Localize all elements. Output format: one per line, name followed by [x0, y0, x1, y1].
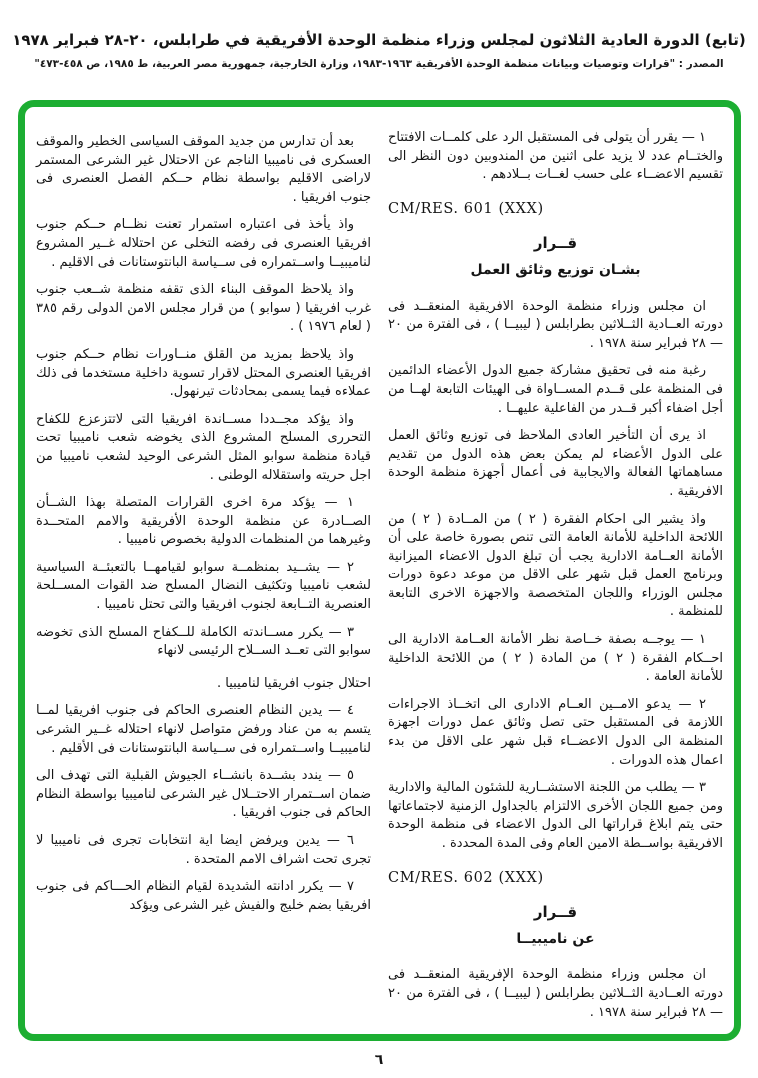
column-right — [388, 123, 723, 1024]
resolution-code: CM/RES. 601 (XXX) — [388, 200, 544, 217]
decision-title: قــرار — [533, 903, 578, 922]
paragraph: اذ يرى أن التأخير العادى الملاحظ فى توزيع وثائق العمل على الدول الأعضاء لم يمكن بعض هذه الدول من تقديم مساهماتها الفعالة والايجابية فى أعمال أجهزة منظمة الوحدة الافريقية . — [388, 428, 723, 499]
document-title: (تابع) الدورة العادية الثلاثون لمجلس وزراء منظمة الوحدة الأفريقية في طرابلس، ٢٠-٢٨ فبراير ١٩٧٨ — [12, 31, 746, 49]
paragraph: ٢ — يدعو الامــين العــام الادارى الى اتخــاذ الاجراءات اللازمة فى المستقبل حتى تصل وثائق عمل دورات اجهزة المنظمة الى الدول الاعضــاء قبل شهر على الاقل من بدء اعمال هذه الدورات . — [388, 696, 723, 768]
paragraph: رغبة منه فى تحقيق مشاركة جميع الدول الأعضاء الدائمين فى المنظمة على قــدم المســاواة فى الهيئات التابعة لهــا من أجل اضفاء أكبر قــدر من الفاعلية عليهــا . — [388, 363, 723, 416]
resolution-code: CM/RES. 602 (XXX) — [388, 869, 544, 886]
paragraph: ٧ — يكرر ادانته الشديدة لقيام النظام الحـــاكم فى جنوب افريقيا بضم خليج والفيش غير الشرعى ويؤكد — [36, 879, 371, 913]
paragraph: واذ يلاحظ بمزيد من القلق منــاورات نظام حــكم جنوب افريقيا العنصرى المحتل لاقرار تسوية داخلية مستخدما فى ذلك عملاءه فيما يسمى بمحادثات تيرنهول. — [36, 346, 371, 400]
source-citation: المصدر : "قرارات وتوصيات وبيانات منظمة الوحدة الأفريقية ١٩٦٣-١٩٨٣، وزارة الخارجية، جمهورية مصر العربية، ط ١٩٨٥، ص ٤٥٨-٤٧٣" — [34, 58, 724, 70]
decision-subject: عن ناميبيــا — [516, 930, 595, 947]
paragraph: ٤ — يدين النظام العنصرى الحاكم فى جنوب افريقيا لمــا يتسم به من عناد ورفض متواصل لانهاء احتلاله غــير الشرعى لناميبيــا واســتمراره فى ســياسة البانتوستانات فى الأقليم . — [36, 703, 371, 756]
paragraph: واذ يشير الى احكام الفقرة ( ٢ ) من المــادة ( ٢ ) من اللائحة الداخلية للأمانة العامة التى تنص بصورة خاصة على أن الأمانة العــامة الادارية يجب أن تبلغ الدول الاعضاء الميزانية وبرنامج العمل قبل شهر على الاقل من موعد دعوة دورات مجلس الوزراء واللجان المتخصصة والاجهزة الاخرى التابعة للمنظمة . — [388, 511, 723, 620]
paragraph: ١ — يؤكد مرة اخرى القرارات المتصلة بهذا الشــأن الصــادرة عن منظمة الوحدة الأفريقية والامم المتحــدة وغيرهما من المنظمات الدولية بخصوص ناميبيا . — [36, 495, 371, 548]
two-column-layout — [36, 123, 723, 1024]
paragraph: واذ يأخذ فى اعتباره استمرار تعنت نظــام حــكم جنوب افريقيا العنصرى فى رفضه التخلى عن احتلاله غــير المشروع لناميبيــا واســتمراره فى ســياسة البانتوستانات فى الاقليم . — [36, 217, 371, 270]
paragraph: ٥ — يندد بشــدة بانشــاء الجيوش القبلية التى تهدف الى ضمان اســتمرار الاحتــلال غير الشرعى لناميبيا بواسطة النظام الحاكم فى جنوب افريقيا . — [36, 768, 371, 821]
page-header — [0, 0, 758, 70]
paragraph: بعد أن تدارس من جديد الموقف السياسى الخطير والموقف العسكرى فى ناميبيا الناجم عن الاحتلال غير الشرعى المستمر لاراضى الاقليم بواسطة نظام حــكم الفصل العنصرى فى جنوب افريقيا . — [36, 134, 371, 205]
paragraph-continuation: احتلال جنوب افريقيا لناميبيا . — [217, 675, 371, 691]
decision-title: قــرار — [533, 234, 578, 253]
paragraph: واذ يلاحظ الموقف البناء الذى تقفه منظمة شــعب جنوب غرب افريقيا ( سوابو ) من قرار مجلس الامن الدولى رقم ٣٨٥ ( لعام ١٩٧٦ ) . — [36, 282, 371, 335]
paragraph: ١ — يوجــه بصفة خــاصة نظر الأمانة العــامة الادارية الى احــكام الفقرة ( ٢ ) من المادة ( ٢ ) من اللائحة الداخلية للأمانة العامة . — [388, 632, 723, 685]
paragraph: ٣ — يطلب من اللجنة الاستشــارية للشئون المالية والادارية ومن جميع اللجان الأخرى الالتزام بالجداول الزمنية لاجتماعاتها حتى يتم ابلاغ قراراتها الى الدول الاعضاء فى منظمة الوحدة الافريقية بواســطة الامين العام وفى المدة المحددة . — [388, 780, 723, 851]
column-left — [36, 123, 371, 1024]
paragraph: ٢ — يشــيد بمنظمــة سوابو لقيامهــا بالتعبئــة السياسية لشعب ناميبيا وتكثيف النضال المسلح ضد القوات المســلحة العنصرية التــابعة لجنوب افريقيا والتى تحتل ناميبيا . — [36, 559, 371, 613]
paragraph: ان مجلس وزراء منظمة الوحدة الافريقية المنعقــد فى دورته العــادية الثــلاثين بطرابلس ( ليبيــا ) ، فى الفترة من ٢٠ — ٢٨ فبراير سنة ١٩٧٨ . — [388, 298, 723, 351]
paragraph: ١ — يقرر أن يتولى فى المستقبل الرد على كلمــات الافتتاح والختــام عدد لا يزيد على اثنين من المندوبين دون النظر الى تقسيم الاعضــاء على حسب لغــات بــلادهم . — [388, 130, 723, 183]
paragraph: ٣ — يكرر مســاندته الكاملة للــكفاح المسلح الذى تخوضه سوابو التى تعــد الســلاح الرئيسى لانهاء — [36, 624, 371, 659]
green-bordered-content-frame — [18, 100, 741, 1041]
paragraph: ٦ — يدين ويرفض ايضا اية انتخابات تجرى فى ناميبيا لا تجرى تحت اشراف الامم المتحدة . — [36, 833, 371, 867]
paragraph: ان مجلس وزراء منظمة الوحدة الإفريقية المنعقــد فى دورته العــادية الثــلاثين بطرابلس ( ليبيــا ) ، فى الفترة من ٢٠ — ٢٨ فبراير سنة ١٩٧٨ . — [388, 967, 723, 1020]
paragraph: واذ يؤكد مجــددا مســاندة افريقيا التى لاتتزعزع للكفاح التحررى المسلح المشروع الذى يخوضه شعب ناميبيا تحت قيادة منظمة سوابو المثل الشرعى الوحيد لشعب ناميبيا من اجل حريته واستقلاله الوطنى . — [36, 411, 371, 483]
decision-subject: بشـان توزيع وثائق العمل — [470, 261, 641, 278]
page-number: ٦ — [374, 1052, 384, 1068]
